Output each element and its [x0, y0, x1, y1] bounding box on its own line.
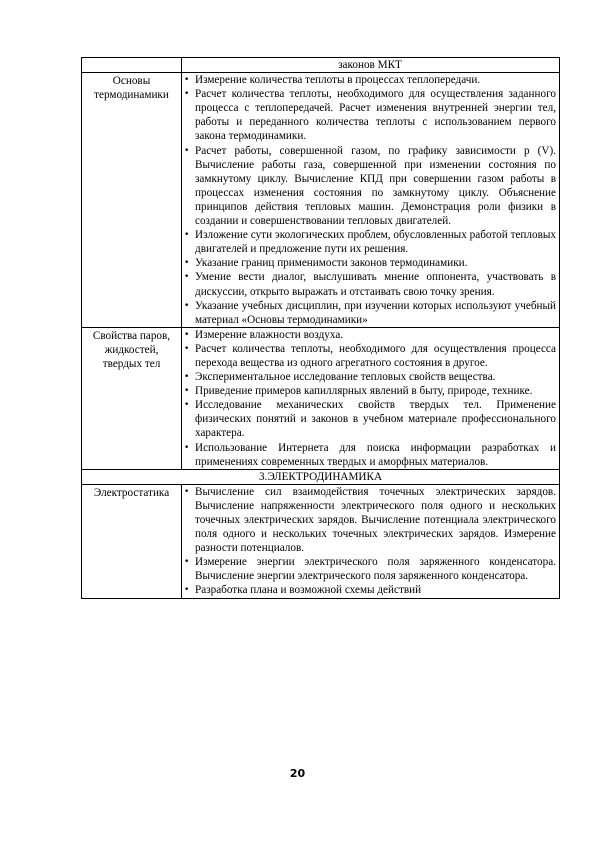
content-cell [182, 73, 560, 328]
list-item: • Измерение количества теплоты в процессах теплопередачи. [184, 73, 556, 87]
item-list [184, 73, 556, 327]
section-heading: 3.ЭЛЕКТРОДИНАМИКА [82, 469, 560, 484]
list-item: • Указание границ применимости законов термодинамики. [184, 256, 556, 270]
table-row [82, 73, 560, 328]
page-number: 20 [289, 767, 306, 780]
list-item: • Указание учебных дисциплин, при изучении которых используют учебный материал «Основы термодинамики» [184, 299, 556, 327]
item-list [184, 485, 556, 598]
section-heading-row [82, 469, 560, 484]
list-item: • Разработка плана и возможной схемы действий [184, 583, 556, 597]
topic-cell: Электростатика [82, 484, 182, 598]
list-item: • Умение вести диалог, выслушивать мнение оппонента, участвовать в дискуссии, открыто выражать и отстаивать свою точку зрения. [184, 270, 556, 298]
list-item: • Расчет количества теплоты, необходимого для осуществления процесса перехода вещества из одного агрегатного состояния в другое. [184, 342, 556, 370]
table-row [82, 58, 560, 73]
list-item: • Расчет работы, совершенной газом, по графику зависимости p (V). Вычисление работы газа, совершенной при изменении состояния по замкнутому циклу. Вычисление КПД при совершении газом работы в процессах изменения состояния по замкнутому циклу. Объяснение принципов действия тепловых машин. Демонстрация роли физики в создании и совершенствовании тепловых двигателей. [184, 144, 556, 229]
list-item: • Измерение влажности воздуха. [184, 328, 556, 342]
content-cell [182, 484, 560, 598]
topic-cell: Основы термодинамики [82, 73, 182, 328]
list-item: • Приведение примеров капиллярных явлений в быту, природе, технике. [184, 384, 556, 398]
table-row [82, 327, 560, 469]
topic-cell-empty [82, 58, 182, 73]
table-row [82, 484, 560, 598]
list-item: • Изложение сути экологических проблем, обусловленных работой тепловых двигателей и предложение пути их решения. [184, 228, 556, 256]
item-list [184, 328, 556, 469]
continuation-cell: законов МКТ [182, 58, 560, 73]
content-cell [182, 327, 560, 469]
list-item: • Исследование механических свойств твердых тел. Применение физических понятий и законов в учебном материале профессионального характера. [184, 398, 556, 440]
list-item: • Вычисление сил взаимодействия точечных электрических зарядов. Вычисление напряженности электрического поля одного и нескольких точечных электрических зарядов. Вычисление потенциала электрического поля одного и нескольких точечных электрических зарядов. Измерение разности потенциалов. [184, 485, 556, 555]
list-item: • Экспериментальное исследование тепловых свойств вещества. [184, 370, 556, 384]
competency-table [81, 57, 560, 599]
list-item: • Расчет количества теплоты, необходимого для осуществления заданного процесса с теплопередачей. Расчет изменения внутренней энергии тел, работы и переданного количества теплоты с использованием первого закона термодинамики. [184, 87, 556, 143]
topic-cell: Свойства паров, жидкостей, твердых тел [82, 327, 182, 469]
list-item: • Использование Интернета для поиска информации разработках и применениях современных твердых и аморфных материалов. [184, 441, 556, 469]
list-item: • Измерение энергии электрического поля заряженного конденсатора. Вычисление энергии электрического поля заряженного конденсатора. [184, 555, 556, 583]
